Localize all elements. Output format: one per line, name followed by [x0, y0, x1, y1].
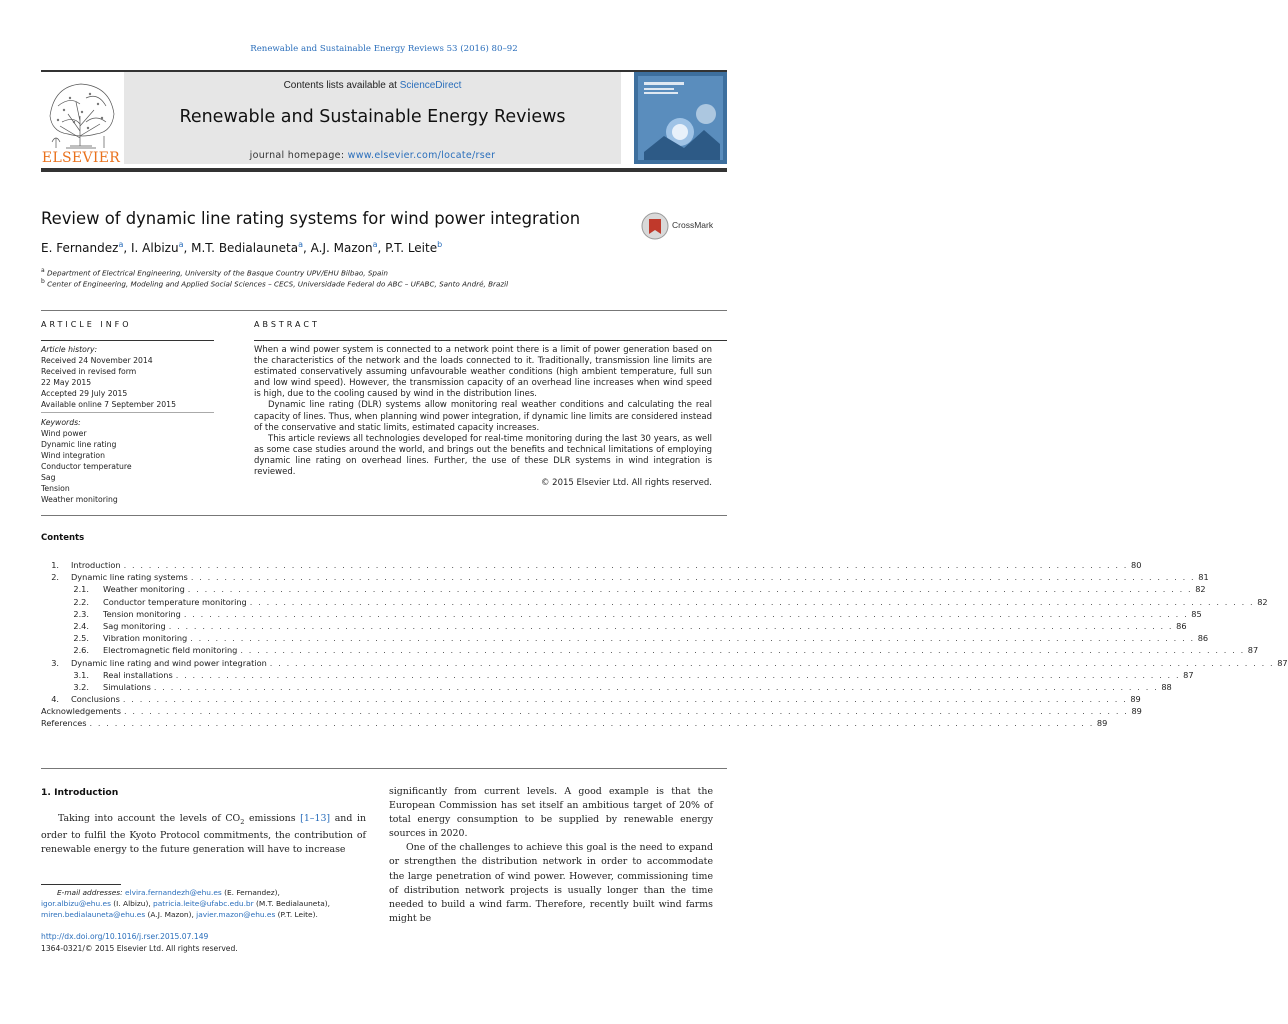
email-link[interactable]: miren.bedialauneta@ehu.es [41, 910, 146, 920]
author-name: E. Fernandez [41, 241, 119, 255]
toc-entry-title[interactable]: Tension monitoring [103, 608, 181, 619]
body-column-right [389, 785, 713, 926]
toc-entry[interactable] [41, 669, 1194, 681]
article-info-heading: ARTICLE INFO [41, 320, 132, 329]
email-owner: (A.J. Mazon), [145, 910, 197, 920]
toc-entry[interactable] [41, 608, 1202, 620]
body-paragraph [41, 812, 366, 857]
toc-entry-number: 2.3. [73, 608, 89, 619]
journal-cover-thumbnail[interactable] [634, 72, 727, 164]
toc-entry-page[interactable]: 86 [1176, 620, 1187, 631]
email-link[interactable]: patricia.leite@ufabc.edu.br [153, 899, 254, 909]
history-item: Received 24 November 2014 [41, 356, 153, 365]
toc-entry-number: 3.1. [73, 669, 89, 680]
toc-leader-dots: . . . . . . . . . . . . . . . . . . . . . . . . . . . . . . . . . . . . . . . . . . . . . . . . . . . . . . . . . . . . . . . . . . . . . . . . . . . . . . . . . . . . . . . . . . . . . . . . . . . . . . . . . . . . . . . . . . . . . . . . [183, 608, 1189, 619]
toc-entry-title[interactable]: Sag monitoring [103, 620, 166, 631]
toc-entry-page[interactable]: 82 [1257, 596, 1268, 607]
toc-entry-number: 3. [51, 657, 59, 668]
email-link[interactable]: elvira.fernandezh@ehu.es [124, 888, 222, 897]
abstract-copyright: © 2015 Elsevier Ltd. All rights reserved. [540, 478, 712, 489]
homepage-link[interactable]: www.elsevier.com/locate/rser [347, 150, 496, 161]
history-item: 22 May 2015 [41, 378, 92, 387]
title-divider [41, 310, 727, 311]
body-paragraph: One of the challenges to achieve this goal is the need to expand or strengthen the distribution network in order to accommodate the large penetration of wind power. However, commissioning time of distribution network projects is usually longer than the time needed to build a wind farm. Therefore, recently built wind farms might be [389, 842, 713, 924]
email-owner: (P.T. Leite). [275, 910, 318, 920]
toc-entry-page[interactable]: 89 [1130, 694, 1141, 705]
toc-entry[interactable] [41, 657, 1288, 669]
email-owner: (M.T. Bedialauneta), [253, 899, 331, 909]
keyword-item: Wind power [41, 429, 87, 438]
toc-entry-number: 2.1. [73, 584, 89, 595]
toc-entry-page[interactable]: 87 [1247, 645, 1259, 656]
keywords-label: Keywords: [41, 418, 81, 427]
email-link[interactable]: javier.mazon@ehu.es [196, 910, 276, 920]
toc-entry-page[interactable]: 86 [1197, 633, 1209, 644]
toc-leader-dots: . . . . . . . . . . . . . . . . . . . . . . . . . . . . . . . . . . . . . . . . . . . . . . . . . . . . . . . . . . . . . . . . . . . . . . . . . . . . . . . . . . . . . . . . . . . . . . . . . . . . . . . . . . . . . . . . . . . . . . . . [122, 694, 1128, 705]
toc-entry-title[interactable]: Dynamic line rating systems [71, 572, 188, 583]
subscript: 2 [240, 817, 245, 826]
footnote-rule [41, 884, 121, 885]
toc-entry-number: 2. [51, 572, 59, 583]
toc-entry-page[interactable]: 88 [1161, 681, 1172, 692]
article-info-rule [41, 340, 214, 341]
crossmark-label: CrossMark [672, 220, 714, 230]
toc-entry-page[interactable]: 81 [1198, 572, 1209, 583]
section-heading-introduction: 1. Introduction [41, 787, 119, 798]
toc-leader-dots: . . . . . . . . . . . . . . . . . . . . . . . . . . . . . . . . . . . . . . . . . . . . . . . . . . . . . . . . . . . . . . . . . . . . . . . . . . . . . . . . . . . . . . . . . . . . . . . . . . . . . . . . . . . . . . . . . . . . . . . . [89, 718, 1094, 729]
toc-entry[interactable] [41, 583, 1206, 595]
toc-leader-dots: . . . . . . . . . . . . . . . . . . . . . . . . . . . . . . . . . . . . . . . . . . . . . . . . . . . . . . . . . . . . . . . . . . . . . . . . . . . . . . . . . . . . . . . . . . . . . . . . . . . . . . . . . . . . . . . . . . . . . . . . [249, 596, 1255, 607]
homepage-label: journal homepage: [249, 150, 348, 161]
toc-leader-dots: . . . . . . . . . . . . . . . . . . . . . . . . . . . . . . . . . . . . . . . . . . . . . . . . . . . . . . . . . . . . . . . . . . . . . . . . . . . . . . . . . . . . . . . . . . . . . . . . . . . . . . . . . . . . . . . . . . . . . . . . [187, 584, 1193, 595]
toc-entry-title[interactable]: Simulations [103, 681, 151, 692]
toc-entry-page[interactable]: 87 [1183, 669, 1194, 680]
body-column-left [41, 812, 366, 857]
toc-entry[interactable] [41, 644, 1259, 656]
toc-entry-title[interactable]: Electromagnetic field monitoring [103, 645, 238, 656]
toc-entry-page[interactable]: 87 [1277, 657, 1288, 668]
body-text: emissions [244, 813, 301, 824]
toc-entry-page[interactable]: 85 [1191, 608, 1202, 619]
history-item: Available online 7 September 2015 [41, 400, 176, 409]
toc-entry-number: 2.4. [73, 620, 89, 631]
author-affil-marker[interactable]: a [372, 240, 378, 249]
keyword-item: Conductor temperature [41, 462, 132, 471]
toc-leader-dots: . . . . . . . . . . . . . . . . . . . . . . . . . . . . . . . . . . . . . . . . . . . . . . . . . . . . . . . . . . . . . . . . . . . . . . . . . . . . . . . . . . . . . . . . . . . . . . . . . . . . . . . . . . . . . . . . . . . . . . . . [269, 657, 1275, 668]
toc-entry[interactable] [41, 571, 1209, 583]
email-footnote [41, 887, 371, 921]
elsevier-wordmark: ELSEVIER [41, 150, 121, 166]
keyword-item: Dynamic line rating [41, 440, 117, 449]
toc-entry-title[interactable]: Conductor temperature monitoring [103, 596, 247, 607]
body-text: Taking into account the levels of CO [58, 813, 241, 824]
toc-entry-title[interactable]: Weather monitoring [103, 584, 185, 595]
header-bottom-rule [41, 168, 727, 172]
abstract-bottom-rule [41, 515, 727, 516]
affiliation-marker: b [41, 278, 45, 285]
toc-entry-number: 2.5. [73, 633, 89, 644]
toc-leader-dots: . . . . . . . . . . . . . . . . . . . . . . . . . . . . . . . . . . . . . . . . . . . . . . . . . . . . . . . . . . . . . . . . . . . . . . . . . . . . . . . . . . . . . . . . . . . . . . . . . . . . . . . . . . . . . . . . . . . . . . . . [190, 633, 1195, 644]
journal-title: Renewable and Sustainable Energy Reviews [179, 107, 566, 127]
article-title: Review of dynamic line rating systems for wind power integration [41, 209, 581, 228]
toc-leader-dots: . . . . . . . . . . . . . . . . . . . . . . . . . . . . . . . . . . . . . . . . . . . . . . . . . . . . . . . . . . . . . . . . . . . . . . . . . . . . . . . . . . . . . . . . . . . . . . . . . . . . . . . . . . . . . . . . . . . . . . . . [240, 645, 1245, 656]
toc-entry[interactable] [41, 596, 1268, 608]
toc-entry[interactable] [41, 705, 1142, 717]
affiliation-text: Center of Engineering, Modeling and Applied Social Sciences – CECS, Universidade Federal do ABC – UFABC, Santo André, Brazil [47, 279, 509, 289]
toc-entry[interactable] [41, 559, 1142, 571]
abstract-rule [254, 340, 727, 341]
email-link[interactable]: igor.albizu@ehu.es [41, 899, 111, 909]
sciencedirect-link[interactable]: ScienceDirect [399, 80, 462, 91]
contents-available-line [124, 80, 621, 91]
toc-entry-title[interactable]: Dynamic line rating and wind power integration [71, 657, 267, 668]
toc-entry-page[interactable]: 80 [1131, 560, 1142, 570]
toc-entry-number: 3.2. [73, 681, 89, 692]
toc-entry-title[interactable]: References [41, 718, 87, 729]
abstract-body [254, 345, 712, 489]
toc-entry-page[interactable]: 89 [1096, 718, 1108, 729]
toc-entry-number: 2.2. [73, 596, 89, 607]
author-name: M.T. Bedialauneta [191, 241, 299, 255]
citation-link[interactable]: [1–13] [300, 813, 331, 824]
crossmark-badge[interactable] [640, 211, 730, 241]
affiliation-text: Department of Electrical Engineering, University of the Basque Country UPV/EHU Bilbao, Spain [46, 268, 388, 278]
toc-entry[interactable] [41, 681, 1172, 693]
toc-entry-title[interactable]: Vibration monitoring [103, 633, 188, 644]
toc-entry-number: 1. [51, 560, 59, 570]
affiliation-b [41, 278, 508, 288]
abstract-paragraph: When a wind power system is connected to a network point there is a limit of power generation based on the characteristics of the network and the loads connected to it. Traditionally, transmission line limits are estimated conservatively assuming unfavourable weather conditions (high ambient temperature, full sun and low wind speed). However, the transmission capacity of an overhead line increases when wind speed is high, due to the cooling caused by wind in the distribution lines. [254, 345, 712, 400]
author-list: E. Fernandez$^a$, I. Albizu$^a$, M.T. Bedialauneta$^a$, A.J. Mazon$^a$, P.T. Leite$^b$ [41, 240, 443, 255]
toc-entry-title[interactable]: Real installations [103, 669, 173, 680]
abstract-paragraph: This article reviews all technologies developed for real-time monitoring during the last 30 years, as well as some case studies around the world, and brings out the benefits and technical limitations of employing dynamic line rating on overhead lines. Further, the use of these DLR systems in wind integration is reviewed. [254, 433, 712, 478]
contents-heading: Contents [41, 533, 85, 543]
keyword-item: Sag [41, 473, 56, 482]
keyword-item: Tension [41, 484, 70, 493]
email-label: E-mail addresses: [57, 888, 125, 897]
toc-leader-dots: . . . . . . . . . . . . . . . . . . . . . . . . . . . . . . . . . . . . . . . . . . . . . . . . . . . . . . . . . . . . . . . . . . . . . . . . . . . . . . . . . . . . . . . . . . . . . . . . . . . . . . . . . . . . . . . . . . . . . . . . [190, 572, 1196, 583]
keyword-item: Wind integration [41, 451, 105, 460]
contents-prefix: Contents lists available at [283, 80, 400, 91]
toc-entry-number: 4. [51, 694, 59, 705]
toc-entry[interactable] [41, 717, 1108, 729]
email-owner: (E. Fernandez), [221, 888, 280, 897]
abstract-paragraph: Dynamic line rating (DLR) systems allow monitoring real weather conditions and calculating the real capacity of lines. Thus, when planning wind power integration, if dynamic line limits are considered instead of the conservative and static limits, estimated capacity increases. [254, 400, 712, 433]
toc-entry-title[interactable]: Conclusions [71, 694, 120, 705]
body-text: and in order to fulfil the Kyoto Protocol commitments, the contribution of renewable energy to the future generation will have to increase [41, 813, 367, 856]
table-of-contents [41, 559, 1288, 730]
toc-entry-page[interactable]: 82 [1195, 584, 1206, 595]
author-affil-marker[interactable]: a [178, 240, 184, 249]
journal-homepage-line [124, 150, 621, 161]
toc-entry-number: 2.6. [73, 645, 89, 656]
affiliation-a [41, 267, 388, 277]
toc-leader-dots: . . . . . . . . . . . . . . . . . . . . . . . . . . . . . . . . . . . . . . . . . . . . . . . . . . . . . . . . . . . . . . . . . . . . . . . . . . . . . . . . . . . . . . . . . . . . . . . . . . . . . . . . . . . . . . . . . . . . . . . . [168, 620, 1174, 631]
author-name: I. Albizu [130, 241, 179, 255]
toc-leader-dots: . . . . . . . . . . . . . . . . . . . . . . . . . . . . . . . . . . . . . . . . . . . . . . . . . . . . . . . . . . . . . . . . . . . . . . . . . . . . . . . . . . . . . . . . . . . . . . . . . . . . . . . . . . . . . . . . . . . . . . . . [175, 669, 1181, 680]
body-paragraph: significantly from current levels. A good example is that the European Commission has set itself an ambitious target of 20% of total energy consumption to be supplied by renewable energy sources in 2020. [389, 786, 713, 840]
toc-leader-dots: . . . . . . . . . . . . . . . . . . . . . . . . . . . . . . . . . . . . . . . . . . . . . . . . . . . . . . . . . . . . . . . . . . . . . . . . . . . . . . . . . . . . . . . . . . . . . . . . . . . . . . . . . . . . . . . . . . . . . . . . [124, 706, 1129, 717]
keyword-item: Weather monitoring [41, 495, 118, 504]
toc-leader-dots: . . . . . . . . . . . . . . . . . . . . . . . . . . . . . . . . . . . . . . . . . . . . . . . . . . . . . . . . . . . . . . . . . . . . . . . . . . . . . . . . . . . . . . . . . . . . . . . . . . . . . . . . . . . . . . . . . . . . . . . . [153, 681, 1159, 692]
affiliation-marker: a [41, 267, 45, 274]
history-item: Accepted 29 July 2015 [41, 389, 128, 398]
history-label: Article history: [41, 345, 98, 354]
toc-leader-dots: . . . . . . . . . . . . . . . . . . . . . . . . . . . . . . . . . . . . . . . . . . . . . . . . . . . . . . . . . . . . . . . . . . . . . . . . . . . . . . . . . . . . . . . . . . . . . . . . . . . . . . . . . . . . . . . . . . . . . . . . [123, 560, 1129, 570]
author-name: P.T. Leite [385, 241, 438, 255]
toc-entry[interactable] [41, 620, 1187, 632]
doi-link[interactable]: http://dx.doi.org/10.1016/j.rser.2015.07.149 [41, 932, 209, 941]
toc-entry[interactable] [41, 693, 1141, 705]
toc-entry-title[interactable]: Introduction [71, 560, 121, 570]
toc-entry-page[interactable]: 89 [1131, 706, 1142, 717]
email-owner: (I. Albizu), [110, 899, 154, 909]
journal-cover-image [634, 72, 727, 164]
abstract-heading: ABSTRACT [254, 320, 320, 329]
journal-citation[interactable]: Renewable and Sustainable Energy Reviews 53 (2016) 80–92 [250, 44, 518, 54]
toc-entry-title[interactable]: Acknowledgements [41, 706, 122, 717]
issn-copyright: 1364-0321/© 2015 Elsevier Ltd. All rights reserved. [41, 944, 238, 953]
author-affil-marker[interactable]: a [118, 240, 124, 249]
crossmark-icon [640, 211, 670, 241]
article-info-inner-rule [41, 412, 214, 413]
contents-bottom-rule [41, 768, 727, 769]
author-affil-marker[interactable]: b [437, 240, 443, 249]
toc-entry[interactable] [41, 632, 1209, 644]
history-item: Received in revised form [41, 367, 137, 376]
author-affil-marker[interactable]: a [298, 240, 303, 249]
author-name: A.J. Mazon [310, 241, 373, 255]
